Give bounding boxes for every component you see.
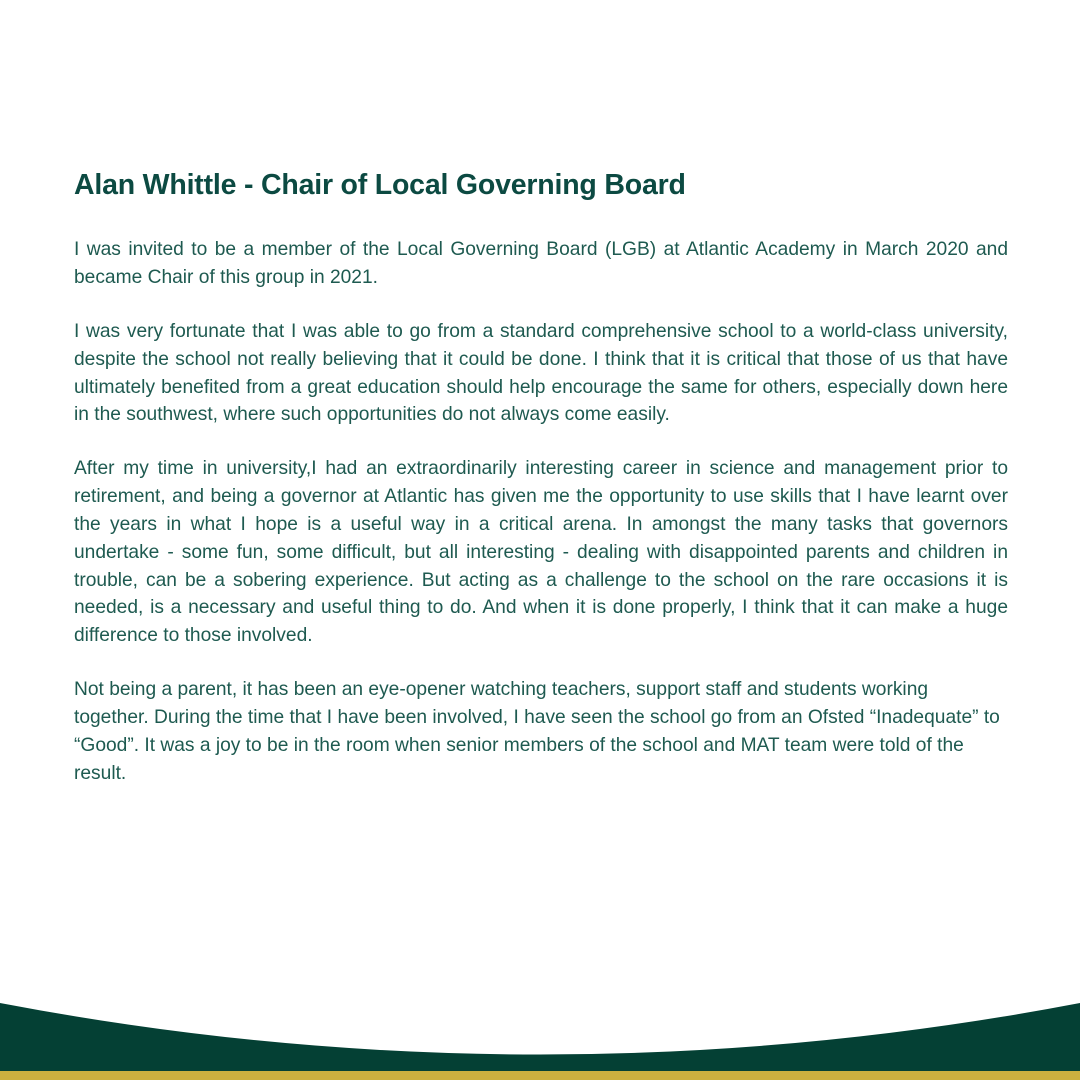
testimonial-body [74, 236, 1008, 787]
page-title: Alan Whittle - Chair of Local Governing Board [74, 169, 686, 201]
paragraph-4: Not being a parent, it has been an eye-opener watching teachers, support staff and students working together. During the time that I have been involved, I have seen the school go from an Ofsted “Inadequate” to “Good”. It was a joy to be in the room when senior members of the school and MAT team were told of the result. [74, 679, 1000, 784]
paragraph-1: I was invited to be a member of the Local Governing Board (LGB) at Atlantic Academy in March 2020 and became Chair of this group in 2021. [74, 239, 1008, 289]
footer-gold-strip [0, 1071, 1080, 1080]
paragraph-2: I was very fortunate that I was able to go from a standard comprehensive school to a world-class university, despite the school not really believing that it could be done. I think that it is critical that those of us that have ultimately benefited from a great education should help encourage the same for others, especially down here in the southwest, where such opportunities do not always come easily. [74, 320, 1008, 426]
paragraph-3: After my time in university,I had an extraordinarily interesting career in science and management prior to retirement, and being a governor at Atlantic has given me the opportunity to use skills that I have learnt over the years in what I hope is a useful way in a critical arena. In amongst the many tasks that governors undertake - some fun, some difficult, but all interesting - dealing with disappointed parents and children in trouble, can be a sobering experience. But acting as a challenge to the school on the rare occasions it is needed, is a necessary and useful thing to do. And when it is done properly, I think that it can make a huge difference to those involved. [74, 458, 1008, 647]
testimonial-content [74, 168, 1008, 788]
footer-green-arc [0, 1003, 1080, 1080]
footer-arc-graphic [0, 960, 1080, 1080]
footer-decoration [0, 960, 1080, 1080]
